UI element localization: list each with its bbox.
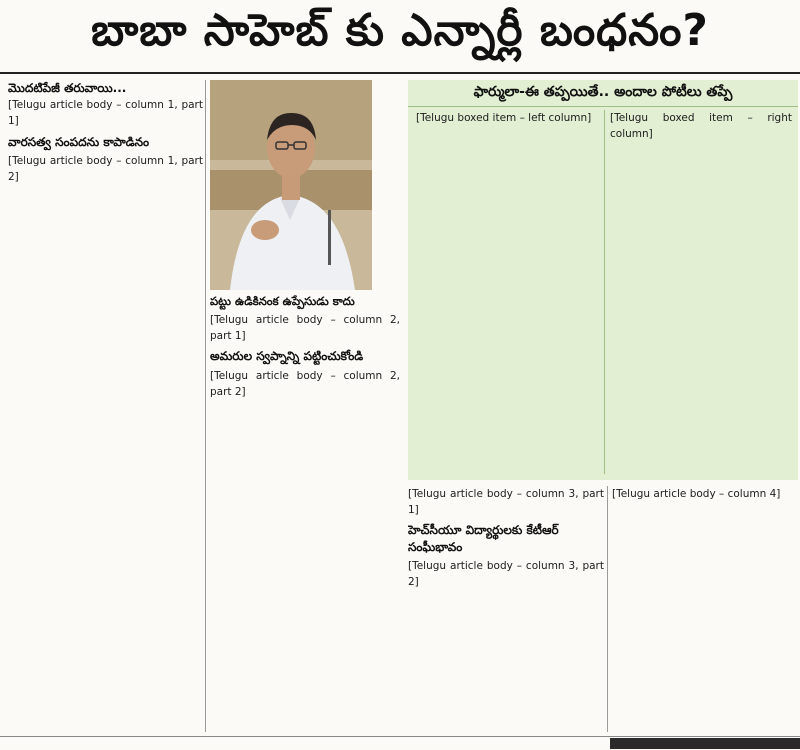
next-story-teaser-bar — [610, 738, 800, 749]
col2-para-1: [Telugu article body – column 2, part 1] — [210, 314, 400, 343]
col3-subhead: హెచ్‌సీయూ విద్యార్థులకు కేటీఆర్ సంఘీభావం — [408, 523, 559, 554]
box-title: ఫార్ములా-ఈ తప్పయితే.. అందాల పోటీలు తప్పే — [408, 80, 798, 107]
photo-minister-speaking — [210, 80, 372, 290]
photo-caption: పట్టు ఉడికినంక ఉప్పేసుడు కాదు — [210, 294, 355, 308]
column-3 — [408, 486, 604, 732]
box-right-text: [Telugu boxed item – right column] — [610, 112, 792, 141]
box-column-right — [610, 110, 792, 476]
column-4 — [612, 486, 796, 732]
col3-para-1: [Telugu article body – column 3, part 1] — [408, 488, 604, 517]
column-divider-2 — [607, 486, 608, 732]
col2-para-2: [Telugu article body – column 2, part 2] — [210, 369, 400, 398]
portrait-illustration — [210, 80, 372, 290]
box-column-left — [416, 110, 598, 476]
headline-rule — [0, 72, 800, 74]
column-1 — [8, 80, 203, 730]
column-divider — [205, 80, 206, 732]
box-divider — [604, 110, 605, 474]
column-2 — [210, 312, 400, 732]
headline: బాబా సాహెబ్ కు ఎన్నార్లీ బంధనం? — [91, 5, 709, 56]
col4-para-1: [Telugu article body – column 4] — [612, 488, 781, 500]
continuation-kicker: మొదటిపేజీ తరువాయి... — [8, 81, 127, 95]
formula-e-boxed-item — [408, 80, 798, 480]
col1-subhead: వారసత్వ సంపదను కాపాడినం — [8, 134, 150, 149]
col1-para-2: [Telugu article body – column 1, part 2] — [8, 154, 203, 184]
col1-para-1: [Telugu article body – column 1, part 1] — [8, 99, 203, 128]
col2-subhead: అమరుల స్వప్నాన్ని పట్టించుకోండి — [210, 349, 364, 364]
col3-para-2: [Telugu article body – column 3, part 2] — [408, 559, 604, 589]
box-left-text: [Telugu boxed item – left column] — [416, 112, 592, 124]
